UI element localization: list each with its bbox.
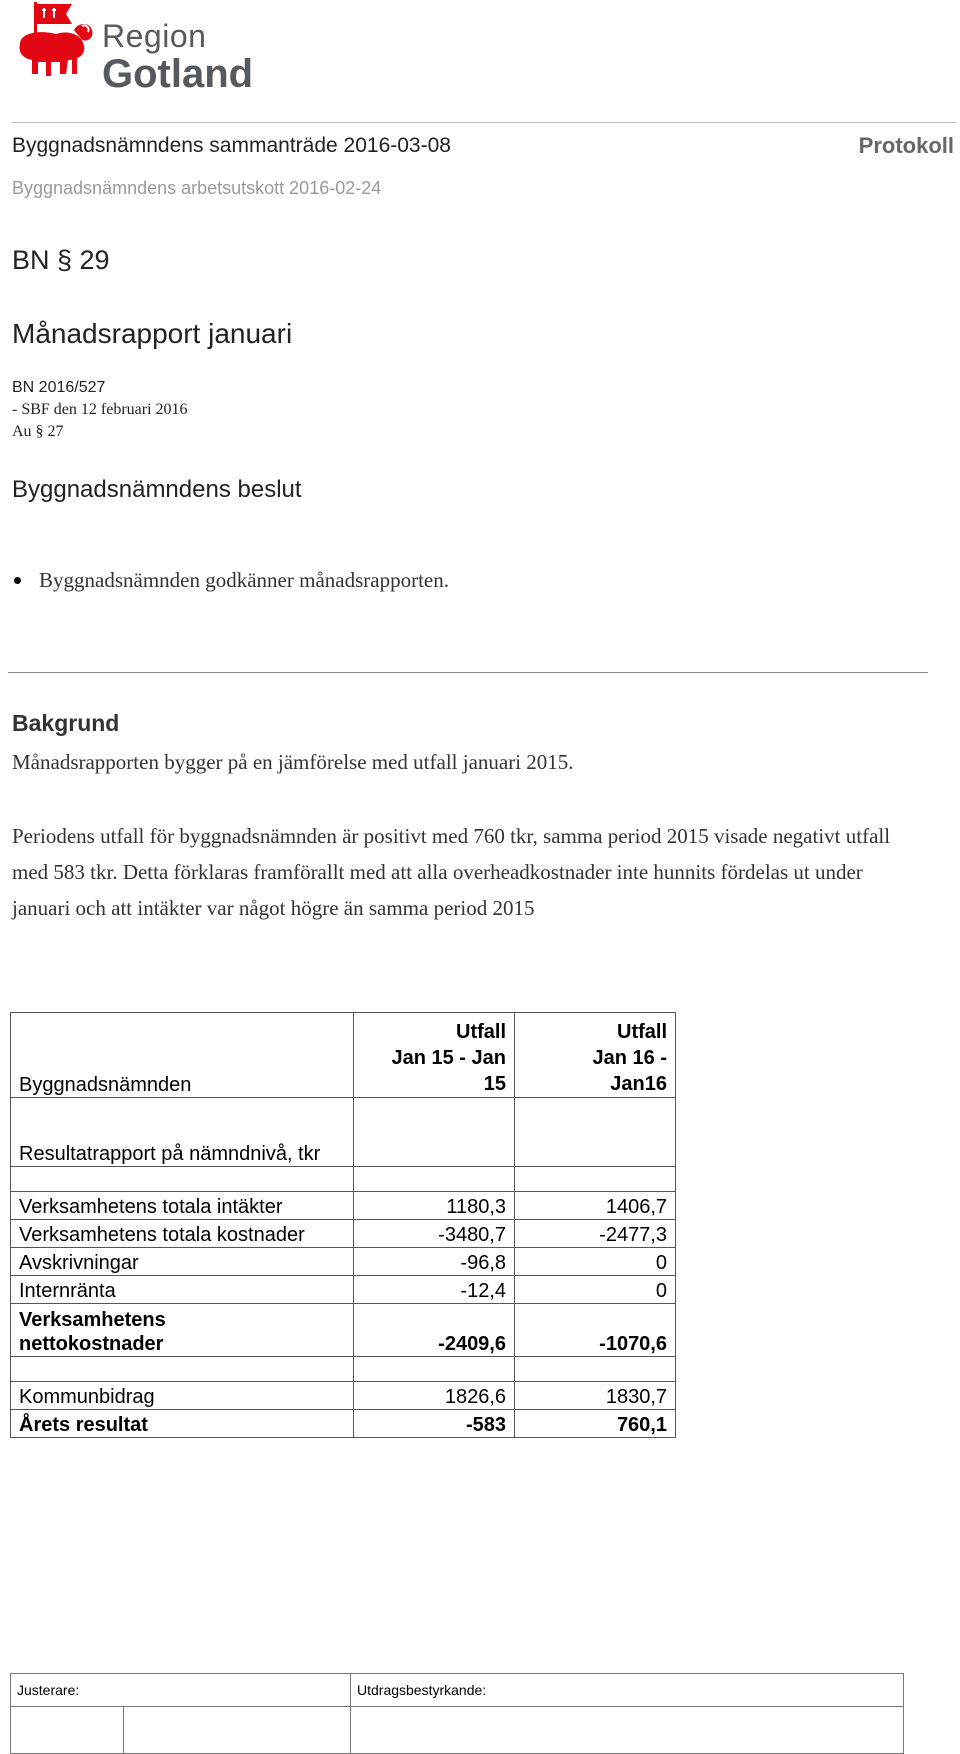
- table-row: [11, 1382, 676, 1410]
- decision-text: Byggnadsnämnden godkänner månadsrapporten.: [39, 568, 449, 592]
- empty-cell: [354, 1098, 515, 1167]
- logo-wordmark: [102, 20, 253, 94]
- row-label: [11, 1304, 354, 1357]
- empty-cell: [11, 1357, 354, 1382]
- decision-bullet: [14, 568, 449, 593]
- section-divider: [8, 672, 928, 673]
- row-label: Årets resultat: [11, 1410, 354, 1438]
- table-row: [11, 1220, 676, 1248]
- footer-label-row: [11, 1674, 904, 1707]
- signature-box: [11, 1707, 124, 1754]
- row-value-2016: 1830,7: [515, 1382, 676, 1410]
- row-value-2015: 1180,3: [354, 1192, 515, 1220]
- row-value-2016: 0: [515, 1248, 676, 1276]
- row-value-2015: -12,4: [354, 1276, 515, 1304]
- row-value-2015: -583: [354, 1410, 515, 1438]
- row-label: Verksamhetens totala intäkter: [11, 1192, 354, 1220]
- row-value-2016: 1406,7: [515, 1192, 676, 1220]
- justerare-label: Justerare:: [11, 1674, 351, 1707]
- header-entity: Byggnadsnämnden: [11, 1013, 354, 1098]
- table-subheader-row: [11, 1098, 676, 1167]
- decision-heading: Byggnadsnämndens beslut: [12, 476, 302, 503]
- background-paragraph-1: Månadsrapporten bygger på en jämförelse med utfall januari 2015.: [12, 750, 574, 774]
- row-label-text: Verksamhetens nettokostnader: [19, 1309, 166, 1355]
- table-row: [11, 1192, 676, 1220]
- row-label: Avskrivningar: [11, 1248, 354, 1276]
- header-period-2016: Utfall Jan 16 - Jan16: [515, 1013, 676, 1098]
- document-type: Protokoll: [858, 133, 954, 158]
- row-label: Kommunbidrag: [11, 1382, 354, 1410]
- region-gotland-logo: [12, 0, 254, 96]
- signature-footer: [10, 1673, 904, 1754]
- row-value-2015: 1826,6: [354, 1382, 515, 1410]
- utdrag-label: Utdragsbestyrkande:: [351, 1674, 904, 1707]
- logo-region-text: Region: [102, 18, 207, 54]
- empty-cell: [515, 1357, 676, 1382]
- case-number: BN 2016/527: [12, 379, 106, 396]
- table-row: [11, 1276, 676, 1304]
- table-row-subtotal: [11, 1304, 676, 1357]
- background-heading: Bakgrund: [12, 710, 120, 736]
- spacer-row: [11, 1357, 676, 1382]
- table-row-result: [11, 1410, 676, 1438]
- footer-signature-row: [11, 1707, 904, 1754]
- au-paragraph: Au § 27: [12, 423, 64, 440]
- row-value-2015: -3480,7: [354, 1220, 515, 1248]
- empty-cell: [515, 1167, 676, 1192]
- subheader-label: Resultatrapport på nämndnivå, tkr: [11, 1098, 354, 1167]
- background-paragraph-2: Periodens utfall för byggnadsnämnden är positivt med 760 tkr, samma period 2015 visade negativt utfall med 583 tkr. Detta förklaras framförallt med att alla overheadkostnader inte hunnits fördelas ut under januari och att intäkter var något högre än samma period 2015: [12, 824, 891, 920]
- spacer-row: [11, 1167, 676, 1192]
- section-title: Månadsrapport januari: [12, 318, 293, 349]
- paragraph-number: BN § 29: [12, 245, 110, 275]
- header-divider: [12, 122, 956, 123]
- header-period-2015: Utfall Jan 15 - Jan 15: [354, 1013, 515, 1098]
- reference-block: [12, 377, 188, 443]
- row-value-2016: -1070,6: [515, 1304, 676, 1357]
- empty-cell: [11, 1167, 354, 1192]
- source-line: - SBF den 12 februari 2016: [12, 401, 188, 418]
- row-value-2016: -2477,3: [515, 1220, 676, 1248]
- table-row: [11, 1248, 676, 1276]
- bullet-icon: [14, 577, 21, 584]
- meeting-title: Byggnadsnämndens sammanträde 2016-03-08: [12, 134, 451, 157]
- signature-box: [124, 1707, 351, 1754]
- row-value-2015: -96,8: [354, 1248, 515, 1276]
- table-header-row: [11, 1013, 676, 1098]
- result-report-table: [10, 1012, 676, 1438]
- row-value-2016: 760,1: [515, 1410, 676, 1438]
- empty-cell: [354, 1357, 515, 1382]
- row-value-2015: -2409,6: [354, 1304, 515, 1357]
- work-committee-line: Byggnadsnämndens arbetsutskott 2016-02-24: [12, 178, 382, 198]
- row-value-2016: 0: [515, 1276, 676, 1304]
- row-label: Internränta: [11, 1276, 354, 1304]
- ram-emblem-icon: [12, 0, 98, 88]
- logo-gotland-text: Gotland: [102, 52, 254, 96]
- empty-cell: [515, 1098, 676, 1167]
- row-label: Verksamhetens totala kostnader: [11, 1220, 354, 1248]
- signature-box: [351, 1707, 904, 1754]
- empty-cell: [354, 1167, 515, 1192]
